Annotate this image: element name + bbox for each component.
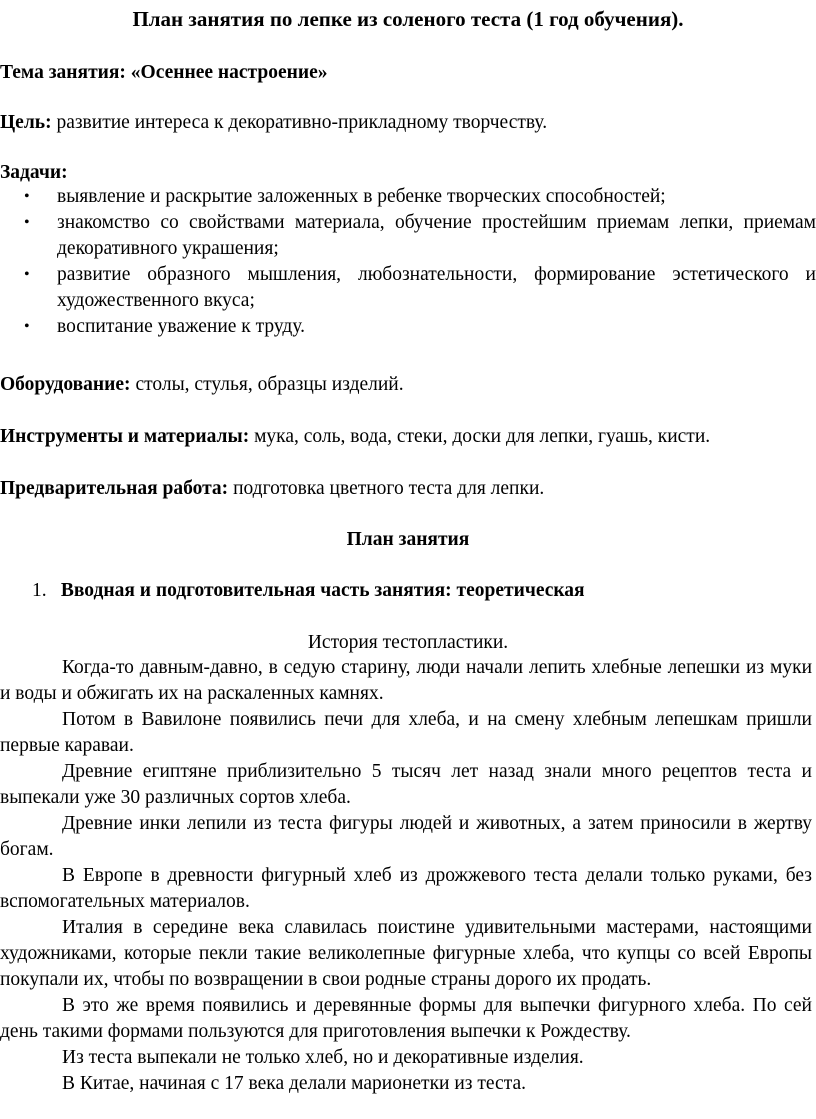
equipment-value: столы, стулья, образцы изделий. <box>135 374 404 395</box>
section-title: Вводная и подготовительная часть занятия: теоретическая <box>60 580 585 601</box>
paragraph: Древние египтяне приблизительно 5 тысяч лет назад знали много рецептов теста и выпекали уже 30 различных сортов хлеба. <box>0 761 812 808</box>
bullet-icon: • <box>24 318 30 335</box>
section-number: 1. <box>32 580 47 601</box>
prep-value: подготовка цветного теста для лепки. <box>233 478 545 499</box>
goal-line <box>0 110 547 136</box>
paragraph: В Европе в древности фигурный хлеб из дрожжевого теста делали только руками, без вспомогательных материалов. <box>0 865 812 912</box>
tools-line <box>0 424 710 450</box>
plan-heading: План занятия <box>346 529 470 550</box>
list-item <box>0 184 816 210</box>
tasks-heading <box>0 160 68 186</box>
prep-line <box>0 476 544 502</box>
list-item <box>0 210 816 262</box>
page-title: План занятия по лепке из соленого теста (1 год обучения). <box>132 7 684 31</box>
tools-value: мука, соль, вода, стеки, доски для лепки, гуашь, кисти. <box>254 426 711 447</box>
paragraph: В это же время появились и деревянные формы для выпечки фигурного хлеба. По сей день такими формами пользуются для приготовления выпечки к Рождеству. <box>0 995 812 1042</box>
task-text: развитие образного мышления, любознательности, формирование эстетического и художественного вкуса; <box>57 264 816 311</box>
bullet-icon: • <box>24 214 30 231</box>
tasks-label: Задачи: <box>0 162 68 183</box>
paragraph: Из теста выпекали не только хлеб, но и декоративные изделия. <box>62 1047 584 1068</box>
topic-label: Тема занятия: <box>0 62 126 83</box>
task-text: выявление и раскрытие заложенных в ребенке творческих способностей; <box>57 186 666 207</box>
equipment-line <box>0 372 404 398</box>
tasks-list <box>0 184 816 340</box>
topic-line <box>0 60 328 86</box>
paragraph: Италия в середине века славилась поистине удивительными мастерами, настоящими художниками, которые пекли такие великолепные фигурные хлеба, что купцы со всей Европы покупали их, чтобы по возвращении в свои родные страны дорого их продать. <box>0 917 812 990</box>
paragraph: В Китае, начиная с 17 века делали марионетки из теста. <box>62 1073 526 1094</box>
tools-label: Инструменты и материалы: <box>0 426 250 447</box>
task-text: воспитание уважение к труду. <box>57 316 305 337</box>
paragraph: Когда-то давным-давно, в седую старину, люди начали лепить хлебные лепешки из муки и воды и обжигать их на раскаленных камнях. <box>0 657 812 704</box>
history-text <box>0 655 812 1097</box>
section-1-heading <box>32 578 585 604</box>
bullet-icon: • <box>24 188 30 205</box>
bullet-icon: • <box>24 266 30 283</box>
topic-value: «Осеннее настроение» <box>130 62 328 83</box>
list-item <box>0 314 816 340</box>
list-item <box>0 262 816 314</box>
goal-value: развитие интереса к декоративно-прикладному творчеству. <box>56 112 548 133</box>
equipment-label: Оборудование: <box>0 374 131 395</box>
paragraph: Древние инки лепили из теста фигуры людей и животных, а затем приносили в жертву богам. <box>0 813 812 860</box>
goal-label: Цель: <box>0 112 52 133</box>
paragraph: Потом в Вавилоне появились печи для хлеба, и на смену хлебным лепешкам пришли первые караваи. <box>0 709 812 756</box>
prep-label: Предварительная работа: <box>0 478 229 499</box>
history-heading: История тестопластики. <box>307 632 509 653</box>
task-text: знакомство со свойствами материала, обучение простейшим приемам лепки, приемам декоративного украшения; <box>57 212 816 259</box>
